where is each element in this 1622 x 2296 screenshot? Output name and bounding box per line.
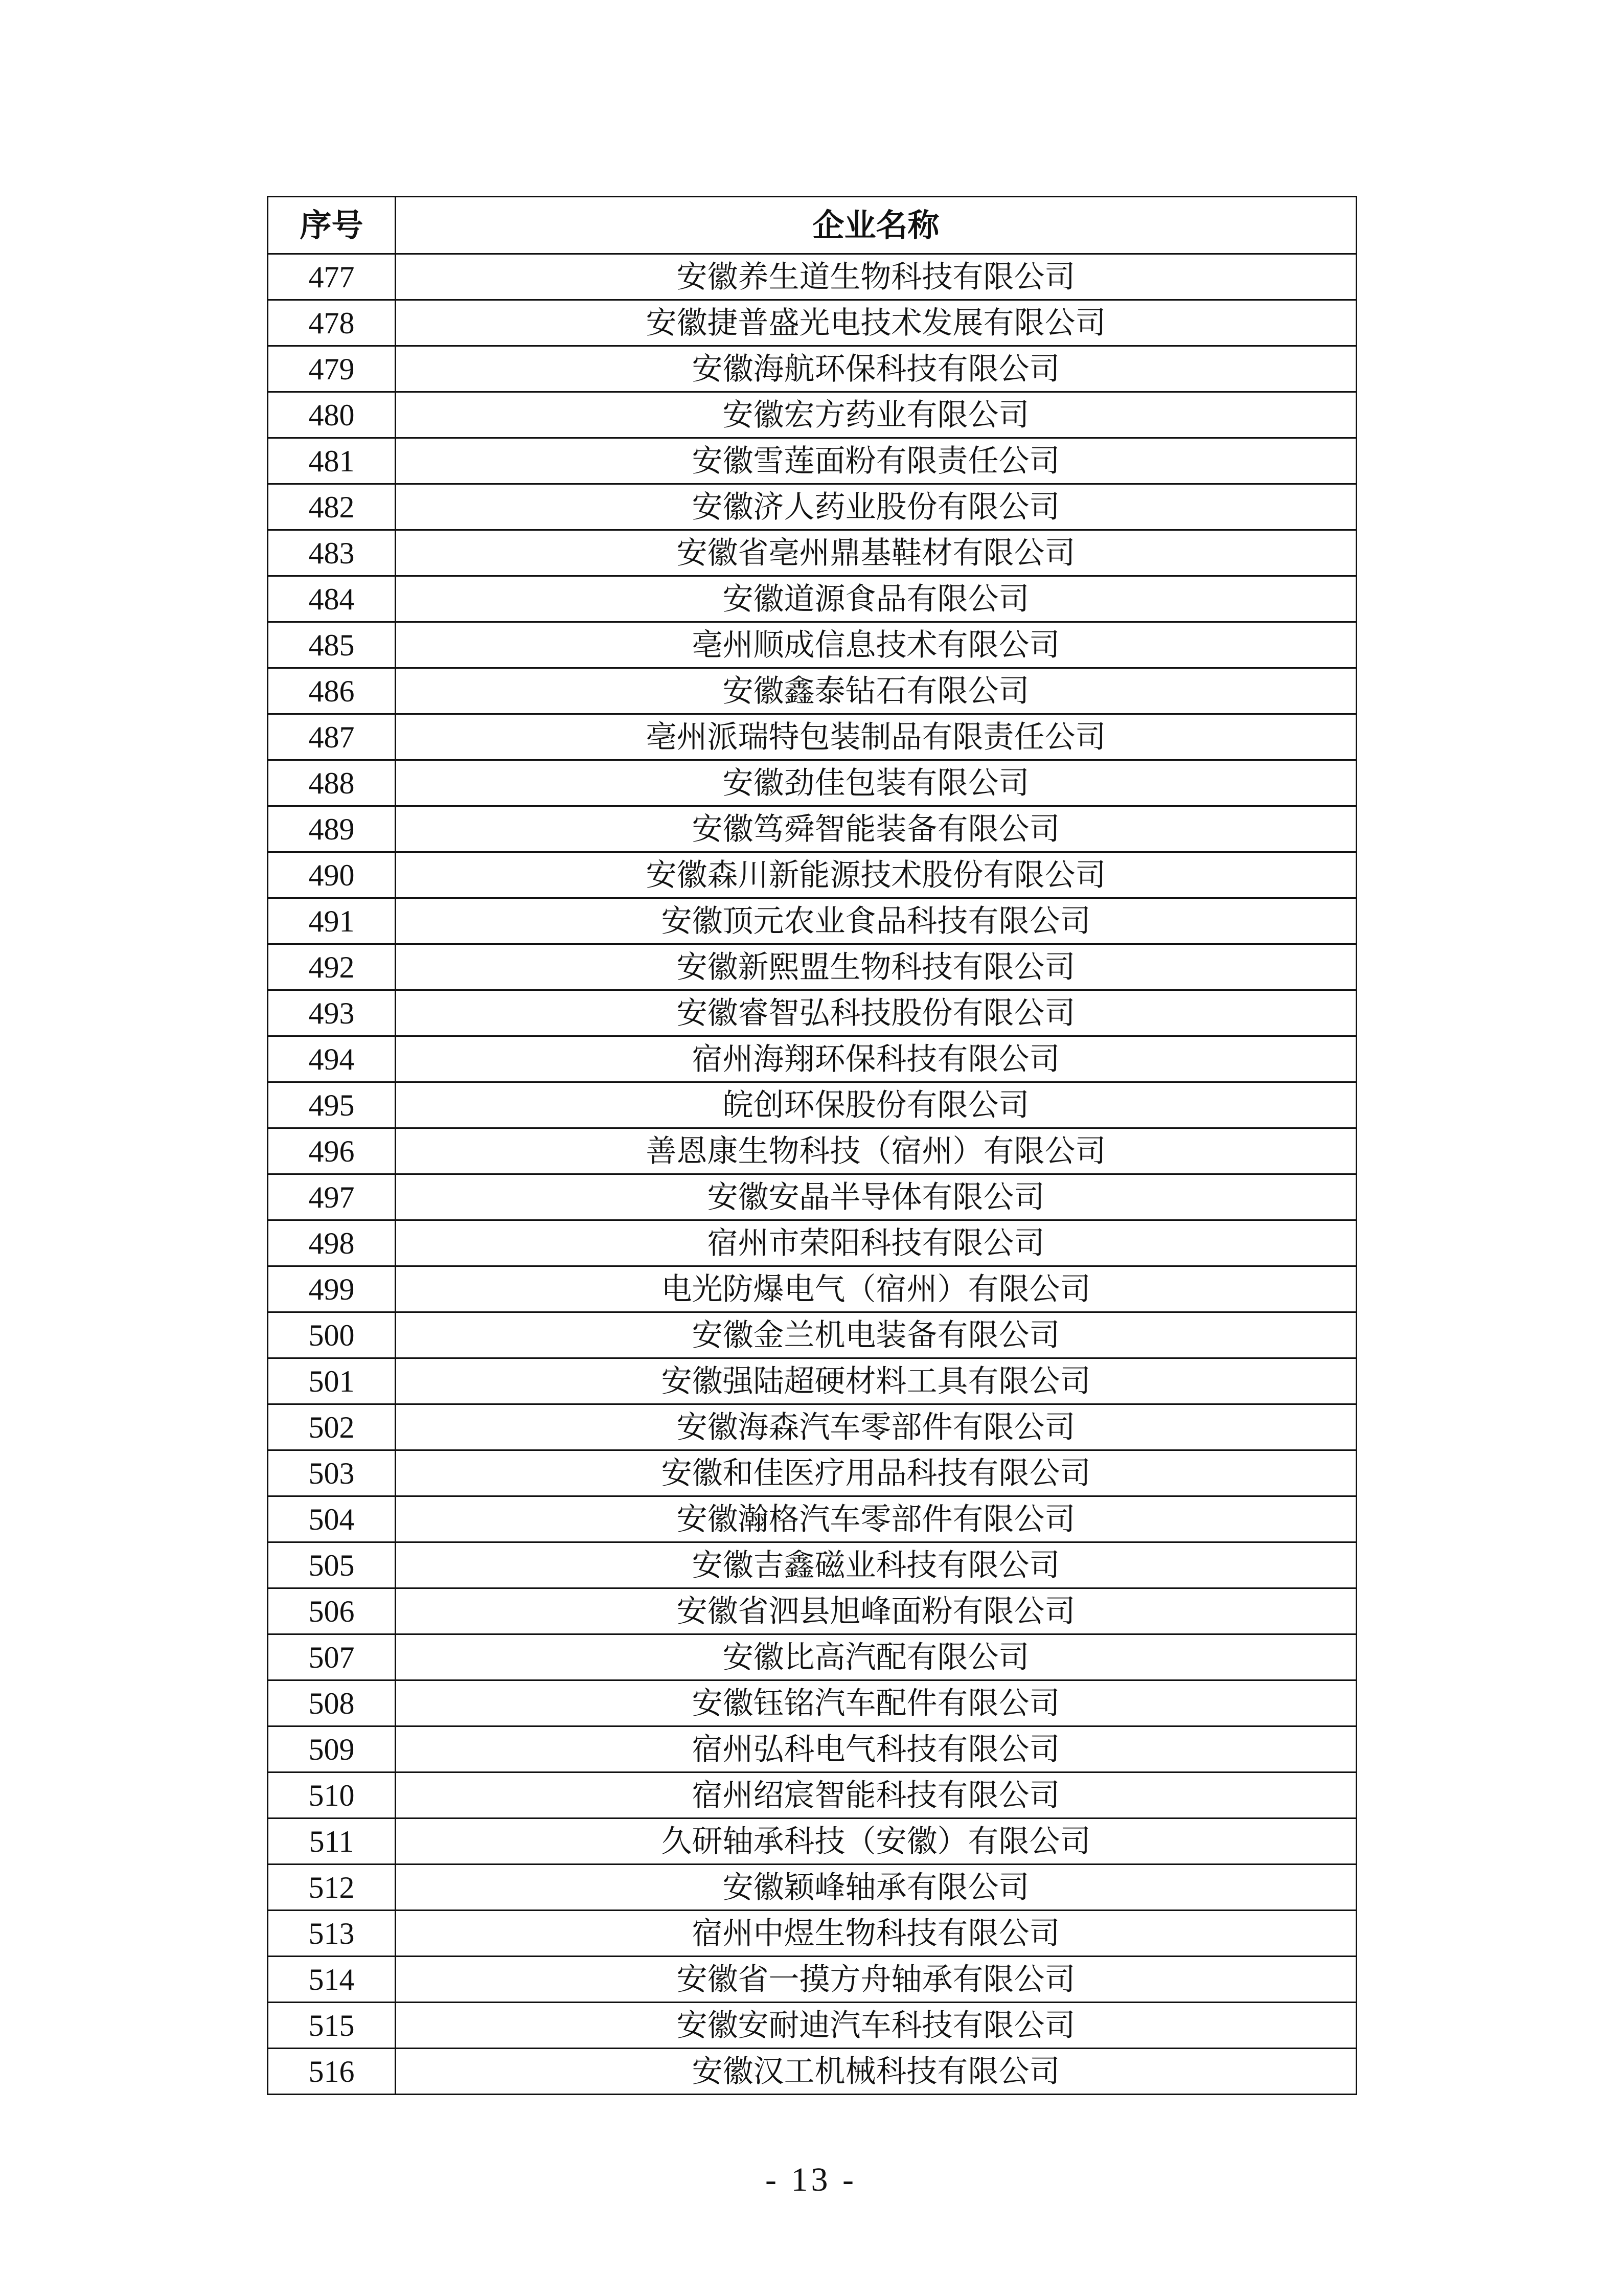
serial-number-cell: 516: [268, 2049, 396, 2095]
serial-number-cell: 494: [268, 1036, 396, 1082]
serial-number-cell: 479: [268, 346, 396, 392]
serial-number-cell: 493: [268, 990, 396, 1036]
table-row: [268, 1726, 1357, 1772]
company-name-cell: 宿州弘科电气科技有限公司: [396, 1726, 1357, 1772]
table-row: [268, 668, 1357, 714]
table-row: [268, 1082, 1357, 1128]
company-name-cell: 安徽海航环保科技有限公司: [396, 346, 1357, 392]
company-name-cell: 宿州绍宸智能科技有限公司: [396, 1772, 1357, 1818]
table-row: [268, 2049, 1357, 2095]
serial-number-cell: 478: [268, 300, 396, 346]
company-name-cell: 安徽养生道生物科技有限公司: [396, 254, 1357, 300]
serial-number-cell: 484: [268, 576, 396, 622]
company-name-cell: 安徽海森汽车零部件有限公司: [396, 1404, 1357, 1450]
serial-number-cell: 480: [268, 392, 396, 438]
company-name-cell: 安徽汉工机械科技有限公司: [396, 2049, 1357, 2095]
table-row: [268, 1542, 1357, 1588]
serial-number-cell: 495: [268, 1082, 396, 1128]
company-name-cell: 安徽捷普盛光电技术发展有限公司: [396, 300, 1357, 346]
table-row: [268, 1957, 1357, 2003]
table-row: [268, 1036, 1357, 1082]
company-name-cell: 皖创环保股份有限公司: [396, 1082, 1357, 1128]
page-number: - 13 -: [765, 2161, 857, 2198]
company-name-cell: 安徽金兰机电装备有限公司: [396, 1312, 1357, 1358]
table-row: [268, 1634, 1357, 1680]
table-row: [268, 714, 1357, 760]
serial-number-cell: 504: [268, 1496, 396, 1542]
serial-number-cell: 509: [268, 1726, 396, 1772]
table-row: [268, 530, 1357, 576]
table-row: [268, 1312, 1357, 1358]
serial-number-cell: 507: [268, 1634, 396, 1680]
serial-number-cell: 485: [268, 622, 396, 668]
serial-number-cell: 481: [268, 438, 396, 484]
table-row: [268, 1588, 1357, 1634]
company-name-cell: 亳州派瑞特包装制品有限责任公司: [396, 714, 1357, 760]
company-name-cell: 安徽强陆超硬材料工具有限公司: [396, 1358, 1357, 1404]
company-name-cell: 安徽宏方药业有限公司: [396, 392, 1357, 438]
serial-number-cell: 491: [268, 898, 396, 944]
serial-number-cell: 515: [268, 2003, 396, 2049]
table-body: [268, 254, 1357, 2095]
company-name-cell: 安徽道源食品有限公司: [396, 576, 1357, 622]
company-name-cell: 安徽安晶半导体有限公司: [396, 1174, 1357, 1220]
company-name-cell: 安徽笃舜智能装备有限公司: [396, 806, 1357, 852]
serial-number-cell: 500: [268, 1312, 396, 1358]
serial-number-cell: 486: [268, 668, 396, 714]
company-name-cell: 安徽劲佳包装有限公司: [396, 760, 1357, 806]
table-row: [268, 2003, 1357, 2049]
serial-number-cell: 502: [268, 1404, 396, 1450]
company-name-cell: 安徽顶元农业食品科技有限公司: [396, 898, 1357, 944]
table-row: [268, 254, 1357, 300]
serial-number-cell: 511: [268, 1818, 396, 1865]
serial-number-cell: 506: [268, 1588, 396, 1634]
company-name-cell: 安徽雪莲面粉有限责任公司: [396, 438, 1357, 484]
serial-number-cell: 488: [268, 760, 396, 806]
company-name-cell: 安徽颖峰轴承有限公司: [396, 1865, 1357, 1911]
company-name-cell: 宿州市荣阳科技有限公司: [396, 1220, 1357, 1266]
table-row: [268, 438, 1357, 484]
header-company-name: 企业名称: [396, 197, 1357, 254]
table-row: [268, 1358, 1357, 1404]
company-name-cell: 宿州海翔环保科技有限公司: [396, 1036, 1357, 1082]
table-row: [268, 622, 1357, 668]
serial-number-cell: 492: [268, 944, 396, 990]
table-row: [268, 898, 1357, 944]
table-row: [268, 576, 1357, 622]
serial-number-cell: 497: [268, 1174, 396, 1220]
company-name-cell: 善恩康生物科技（宿州）有限公司: [396, 1128, 1357, 1174]
table-row: [268, 1266, 1357, 1312]
enterprise-table: [267, 196, 1357, 2095]
company-name-cell: 久研轴承科技（安徽）有限公司: [396, 1818, 1357, 1865]
serial-number-cell: 477: [268, 254, 396, 300]
company-name-cell: 亳州顺成信息技术有限公司: [396, 622, 1357, 668]
table-row: [268, 300, 1357, 346]
company-name-cell: 宿州中煜生物科技有限公司: [396, 1911, 1357, 1957]
serial-number-cell: 501: [268, 1358, 396, 1404]
company-name-cell: 安徽安耐迪汽车科技有限公司: [396, 2003, 1357, 2049]
serial-number-cell: 498: [268, 1220, 396, 1266]
serial-number-cell: 487: [268, 714, 396, 760]
table-row: [268, 1818, 1357, 1865]
table-row: [268, 1220, 1357, 1266]
table-row: [268, 1404, 1357, 1450]
serial-number-cell: 512: [268, 1865, 396, 1911]
table-row: [268, 1496, 1357, 1542]
serial-number-cell: 496: [268, 1128, 396, 1174]
company-name-cell: 安徽钰铭汽车配件有限公司: [396, 1680, 1357, 1726]
company-name-cell: 安徽睿智弘科技股份有限公司: [396, 990, 1357, 1036]
serial-number-cell: 514: [268, 1957, 396, 2003]
company-name-cell: 安徽和佳医疗用品科技有限公司: [396, 1450, 1357, 1496]
company-name-cell: 安徽瀚格汽车零部件有限公司: [396, 1496, 1357, 1542]
serial-number-cell: 499: [268, 1266, 396, 1312]
table-row: [268, 346, 1357, 392]
company-name-cell: 安徽比高汽配有限公司: [396, 1634, 1357, 1680]
serial-number-cell: 508: [268, 1680, 396, 1726]
company-name-cell: 安徽济人药业股份有限公司: [396, 484, 1357, 530]
table-row: [268, 1911, 1357, 1957]
company-name-cell: 安徽省亳州鼎基鞋材有限公司: [396, 530, 1357, 576]
table-row: [268, 990, 1357, 1036]
serial-number-cell: 482: [268, 484, 396, 530]
table-row: [268, 760, 1357, 806]
company-name-cell: 安徽新熙盟生物科技有限公司: [396, 944, 1357, 990]
company-name-cell: 安徽鑫泰钻石有限公司: [396, 668, 1357, 714]
company-name-cell: 安徽吉鑫磁业科技有限公司: [396, 1542, 1357, 1588]
serial-number-cell: 489: [268, 806, 396, 852]
serial-number-cell: 513: [268, 1911, 396, 1957]
table-row: [268, 484, 1357, 530]
table-row: [268, 1865, 1357, 1911]
serial-number-cell: 503: [268, 1450, 396, 1496]
table-row: [268, 392, 1357, 438]
table-row: [268, 1450, 1357, 1496]
serial-number-cell: 483: [268, 530, 396, 576]
serial-number-cell: 505: [268, 1542, 396, 1588]
enterprise-table-container: [267, 196, 1356, 2095]
table-row: [268, 1772, 1357, 1818]
serial-number-cell: 490: [268, 852, 396, 898]
company-name-cell: 安徽省一摸方舟轴承有限公司: [396, 1957, 1357, 2003]
table-row: [268, 944, 1357, 990]
table-row: [268, 852, 1357, 898]
serial-number-cell: 510: [268, 1772, 396, 1818]
company-name-cell: 安徽省泗县旭峰面粉有限公司: [396, 1588, 1357, 1634]
table-row: [268, 1128, 1357, 1174]
company-name-cell: 安徽森川新能源技术股份有限公司: [396, 852, 1357, 898]
company-name-cell: 电光防爆电气（宿州）有限公司: [396, 1266, 1357, 1312]
table-row: [268, 1174, 1357, 1220]
table-header-row: [268, 197, 1357, 254]
table-row: [268, 1680, 1357, 1726]
header-serial-number: 序号: [268, 197, 396, 254]
table-row: [268, 806, 1357, 852]
